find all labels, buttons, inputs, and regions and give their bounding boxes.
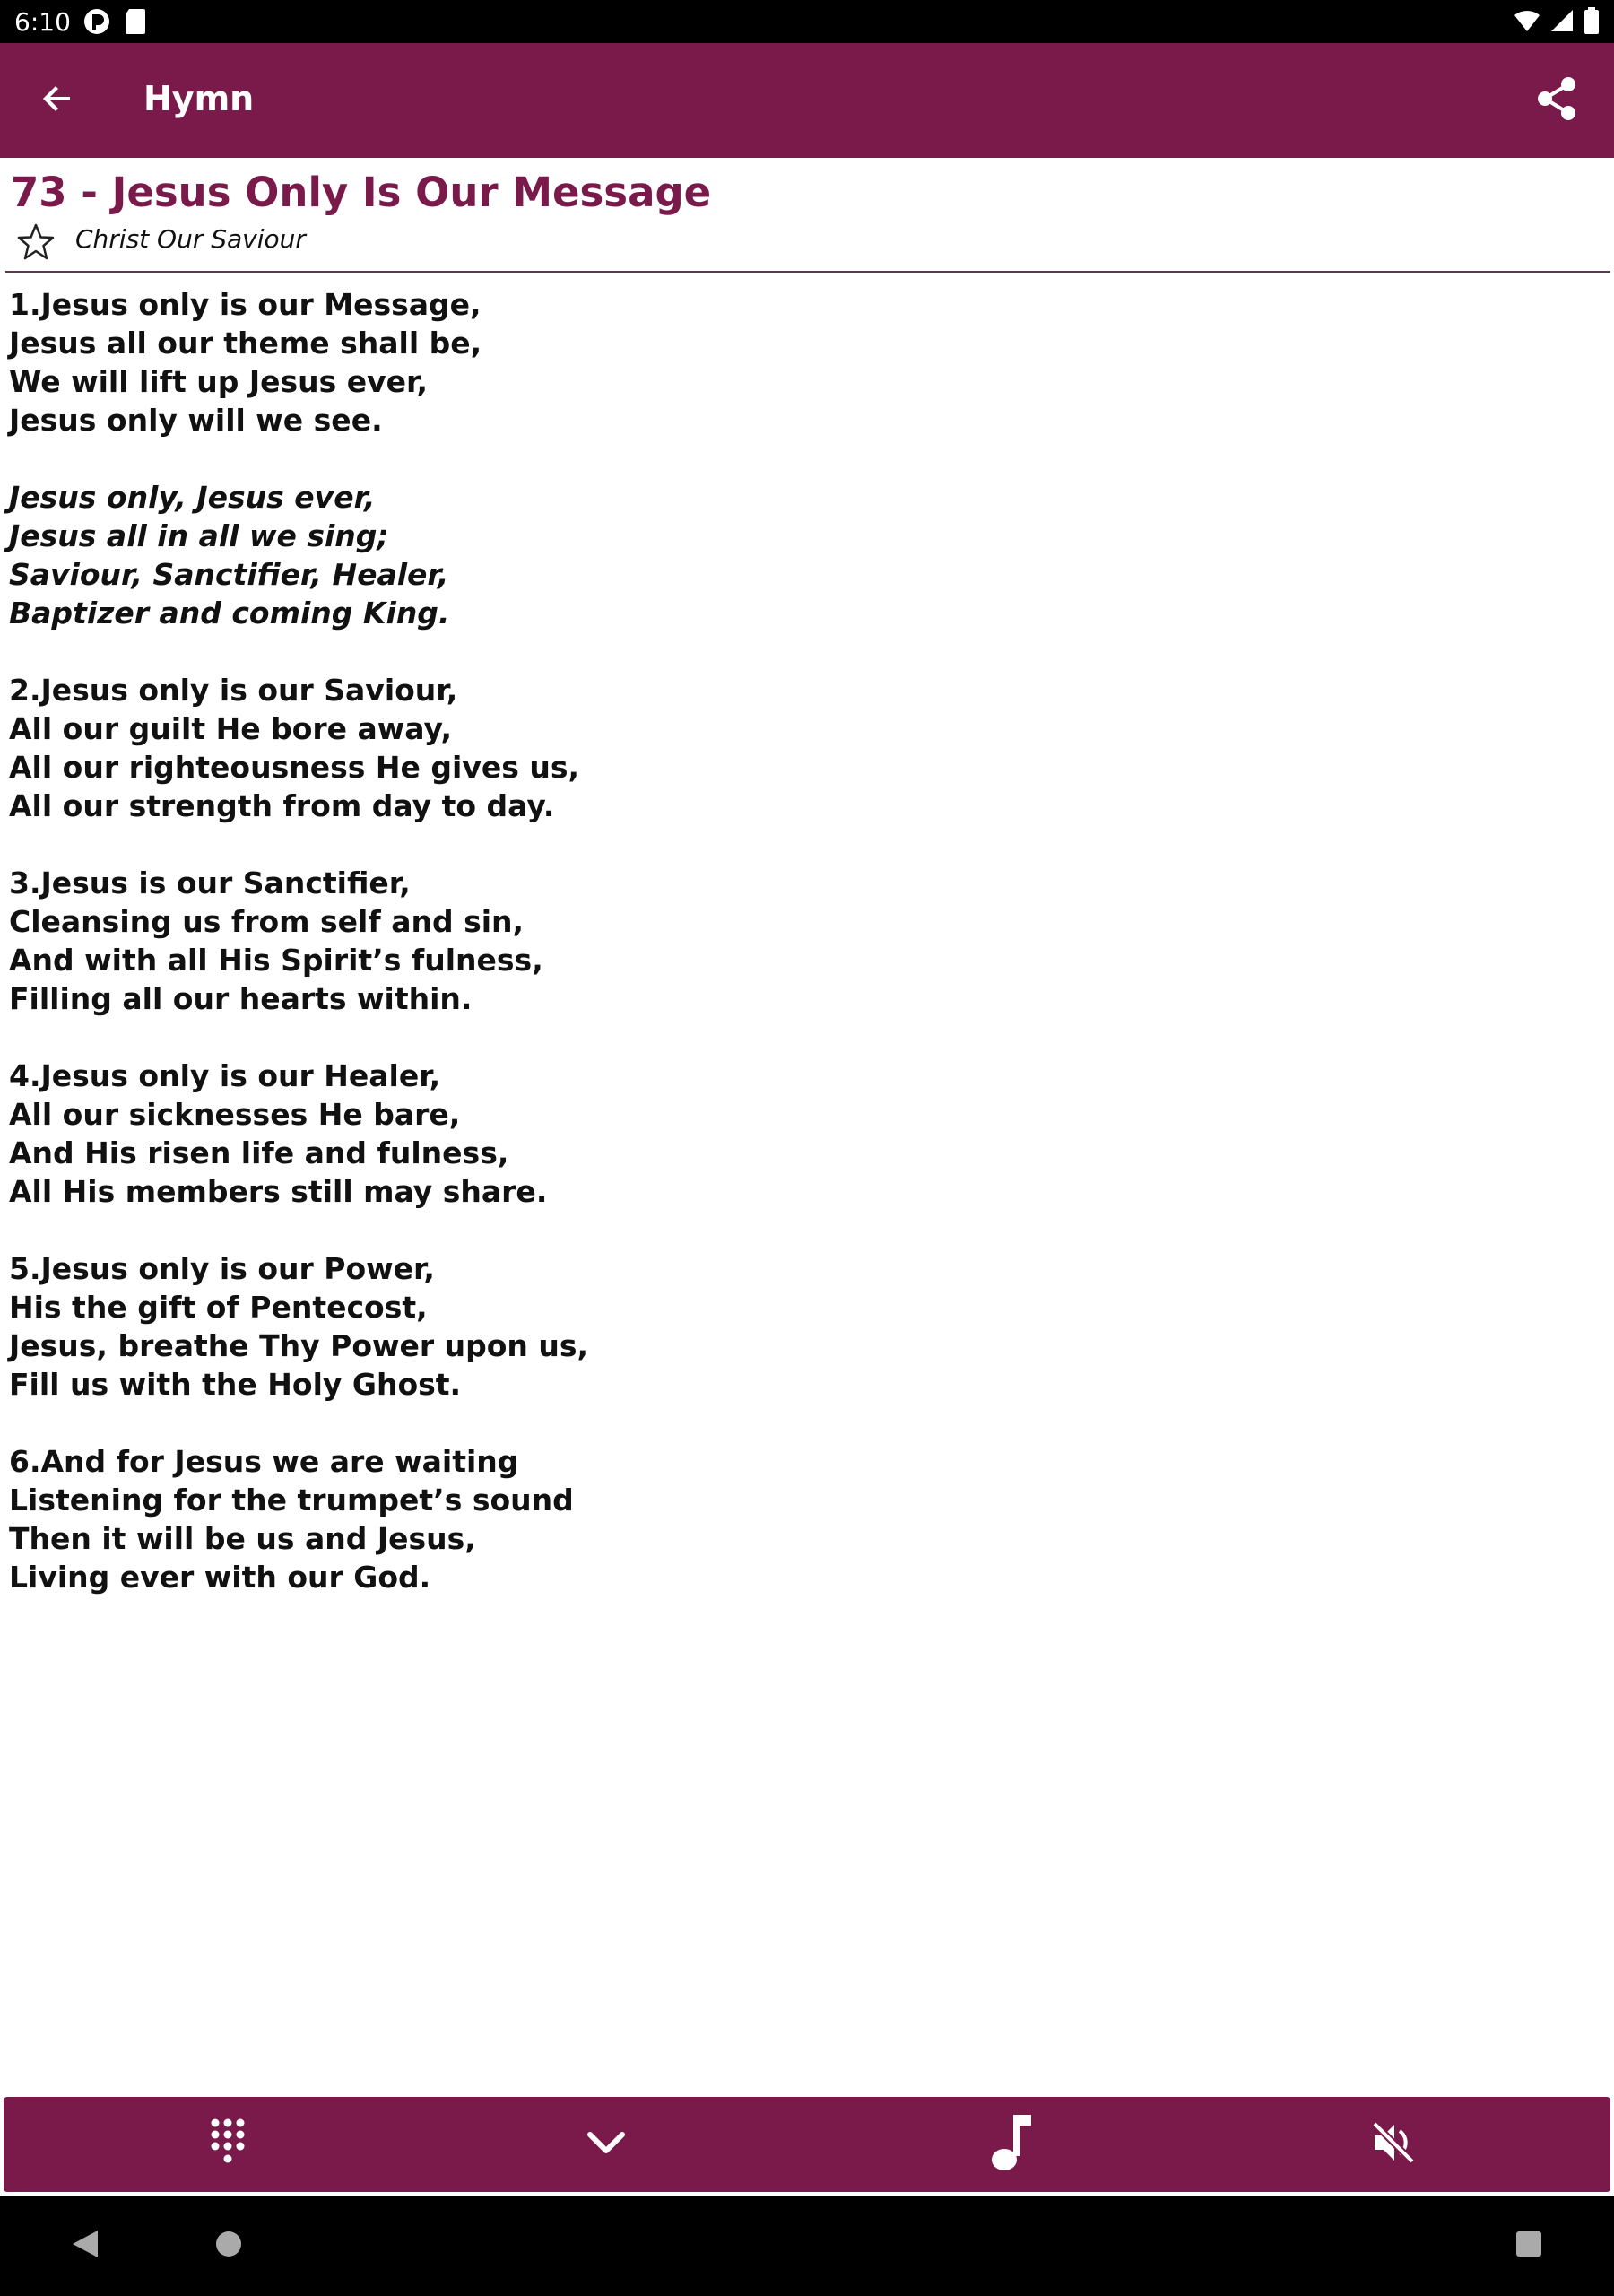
- stanza-1: [9, 285, 1605, 439]
- lyric-line: Jesus all in all we sing;: [9, 518, 389, 553]
- share-button[interactable]: [1532, 75, 1582, 126]
- lyric-line: Living ever with our God.: [9, 1560, 431, 1595]
- cell-signal-icon: [1549, 8, 1575, 37]
- system-nav-buttons: [0, 2196, 1614, 2296]
- wifi-icon: [1514, 8, 1540, 37]
- battery-icon: [1584, 7, 1600, 38]
- chevron-down-icon: [586, 2129, 626, 2160]
- lyric-line: Fill us with the Holy Ghost.: [9, 1367, 462, 1402]
- lyric-line: Jesus only, Jesus ever,: [9, 480, 376, 515]
- nav-home-icon: [214, 2230, 243, 2262]
- lyric-line: Jesus only will we see.: [9, 403, 383, 438]
- lyric-line: Cleansing us from self and sin,: [9, 904, 525, 939]
- share-icon: [1534, 75, 1579, 126]
- lyric-line: All His members still may share.: [9, 1174, 548, 1209]
- header-divider: [5, 271, 1610, 273]
- lyric-line: All our sicknesses He bare,: [9, 1097, 461, 1132]
- lyric-line: 2.Jesus only is our Saviour,: [9, 673, 458, 708]
- lyrics: [9, 285, 1605, 1635]
- lyric-line: Filling all our hearts within.: [9, 981, 473, 1016]
- status-icons-right: [1514, 7, 1600, 38]
- lyric-line: Listening for the trumpet’s sound: [9, 1483, 574, 1518]
- nav-recents-icon: [1514, 2230, 1543, 2262]
- lyric-line: Saviour, Sanctifier, Healer,: [9, 557, 449, 592]
- hymn-category: Christ Our Saviour: [75, 224, 306, 254]
- lyric-line: 6.And for Jesus we are waiting: [9, 1444, 519, 1479]
- lyric-line: Baptizer and coming King.: [9, 596, 450, 631]
- nav-back-icon: [71, 2229, 100, 2263]
- lyric-line: 5.Jesus only is our Power,: [9, 1251, 435, 1286]
- volume-off-icon: [1369, 2118, 1418, 2170]
- sd-card-icon: [124, 7, 147, 39]
- mute-button[interactable]: [1322, 2097, 1465, 2192]
- music-note-icon: [990, 2113, 1033, 2176]
- expand-button[interactable]: [534, 2097, 678, 2192]
- lyric-line: Jesus all our theme shall be,: [9, 326, 482, 361]
- star-outline-icon: [16, 248, 56, 265]
- favorite-button[interactable]: [16, 222, 56, 262]
- lyric-line: All our strength from day to day.: [9, 788, 555, 823]
- dialpad-icon: [208, 2118, 247, 2171]
- lyric-line: 3.Jesus is our Sanctifier,: [9, 865, 411, 900]
- lyric-line: 1.Jesus only is our Message,: [9, 287, 482, 322]
- lyric-line: All our guilt He bore away,: [9, 711, 453, 746]
- hymn-title: 73 - Jesus Only Is Our Message: [11, 169, 712, 216]
- chorus: [9, 478, 1605, 632]
- play-tune-button[interactable]: [940, 2097, 1083, 2192]
- lyric-line: Then it will be us and Jesus,: [9, 1521, 476, 1556]
- nav-home-button[interactable]: [188, 2196, 269, 2296]
- hymn-header: [0, 158, 1614, 273]
- number-pad-button[interactable]: [156, 2097, 299, 2192]
- status-icons-left: [82, 7, 147, 39]
- arrow-back-icon: [39, 81, 75, 120]
- bottom-action-bar: [4, 2097, 1610, 2192]
- status-bar: [0, 0, 1614, 43]
- app-bar: [0, 43, 1614, 158]
- stanza-5: [9, 1249, 1605, 1404]
- stanza-2: [9, 671, 1605, 825]
- lyric-line: And His risen life and fulness,: [9, 1135, 509, 1170]
- stanza-4: [9, 1057, 1605, 1211]
- lyric-line: And with all His Spirit’s fulness,: [9, 943, 543, 978]
- lyric-line: 4.Jesus only is our Healer,: [9, 1058, 441, 1093]
- lyric-line: Jesus, breathe Thy Power upon us,: [9, 1328, 589, 1363]
- status-time: 6:10: [14, 7, 71, 37]
- stanza-3: [9, 864, 1605, 1018]
- lyric-line: His the gift of Pentecost,: [9, 1290, 428, 1325]
- lyric-line: We will lift up Jesus ever,: [9, 364, 429, 399]
- lyric-line: All our righteousness He gives us,: [9, 750, 580, 785]
- app-title: Hymn: [143, 79, 255, 118]
- nav-back-button[interactable]: [45, 2196, 126, 2296]
- back-button[interactable]: [32, 75, 82, 126]
- stanza-6: [9, 1442, 1605, 1596]
- pocket-casts-icon: [82, 7, 111, 39]
- nav-recents-button[interactable]: [1488, 2196, 1569, 2296]
